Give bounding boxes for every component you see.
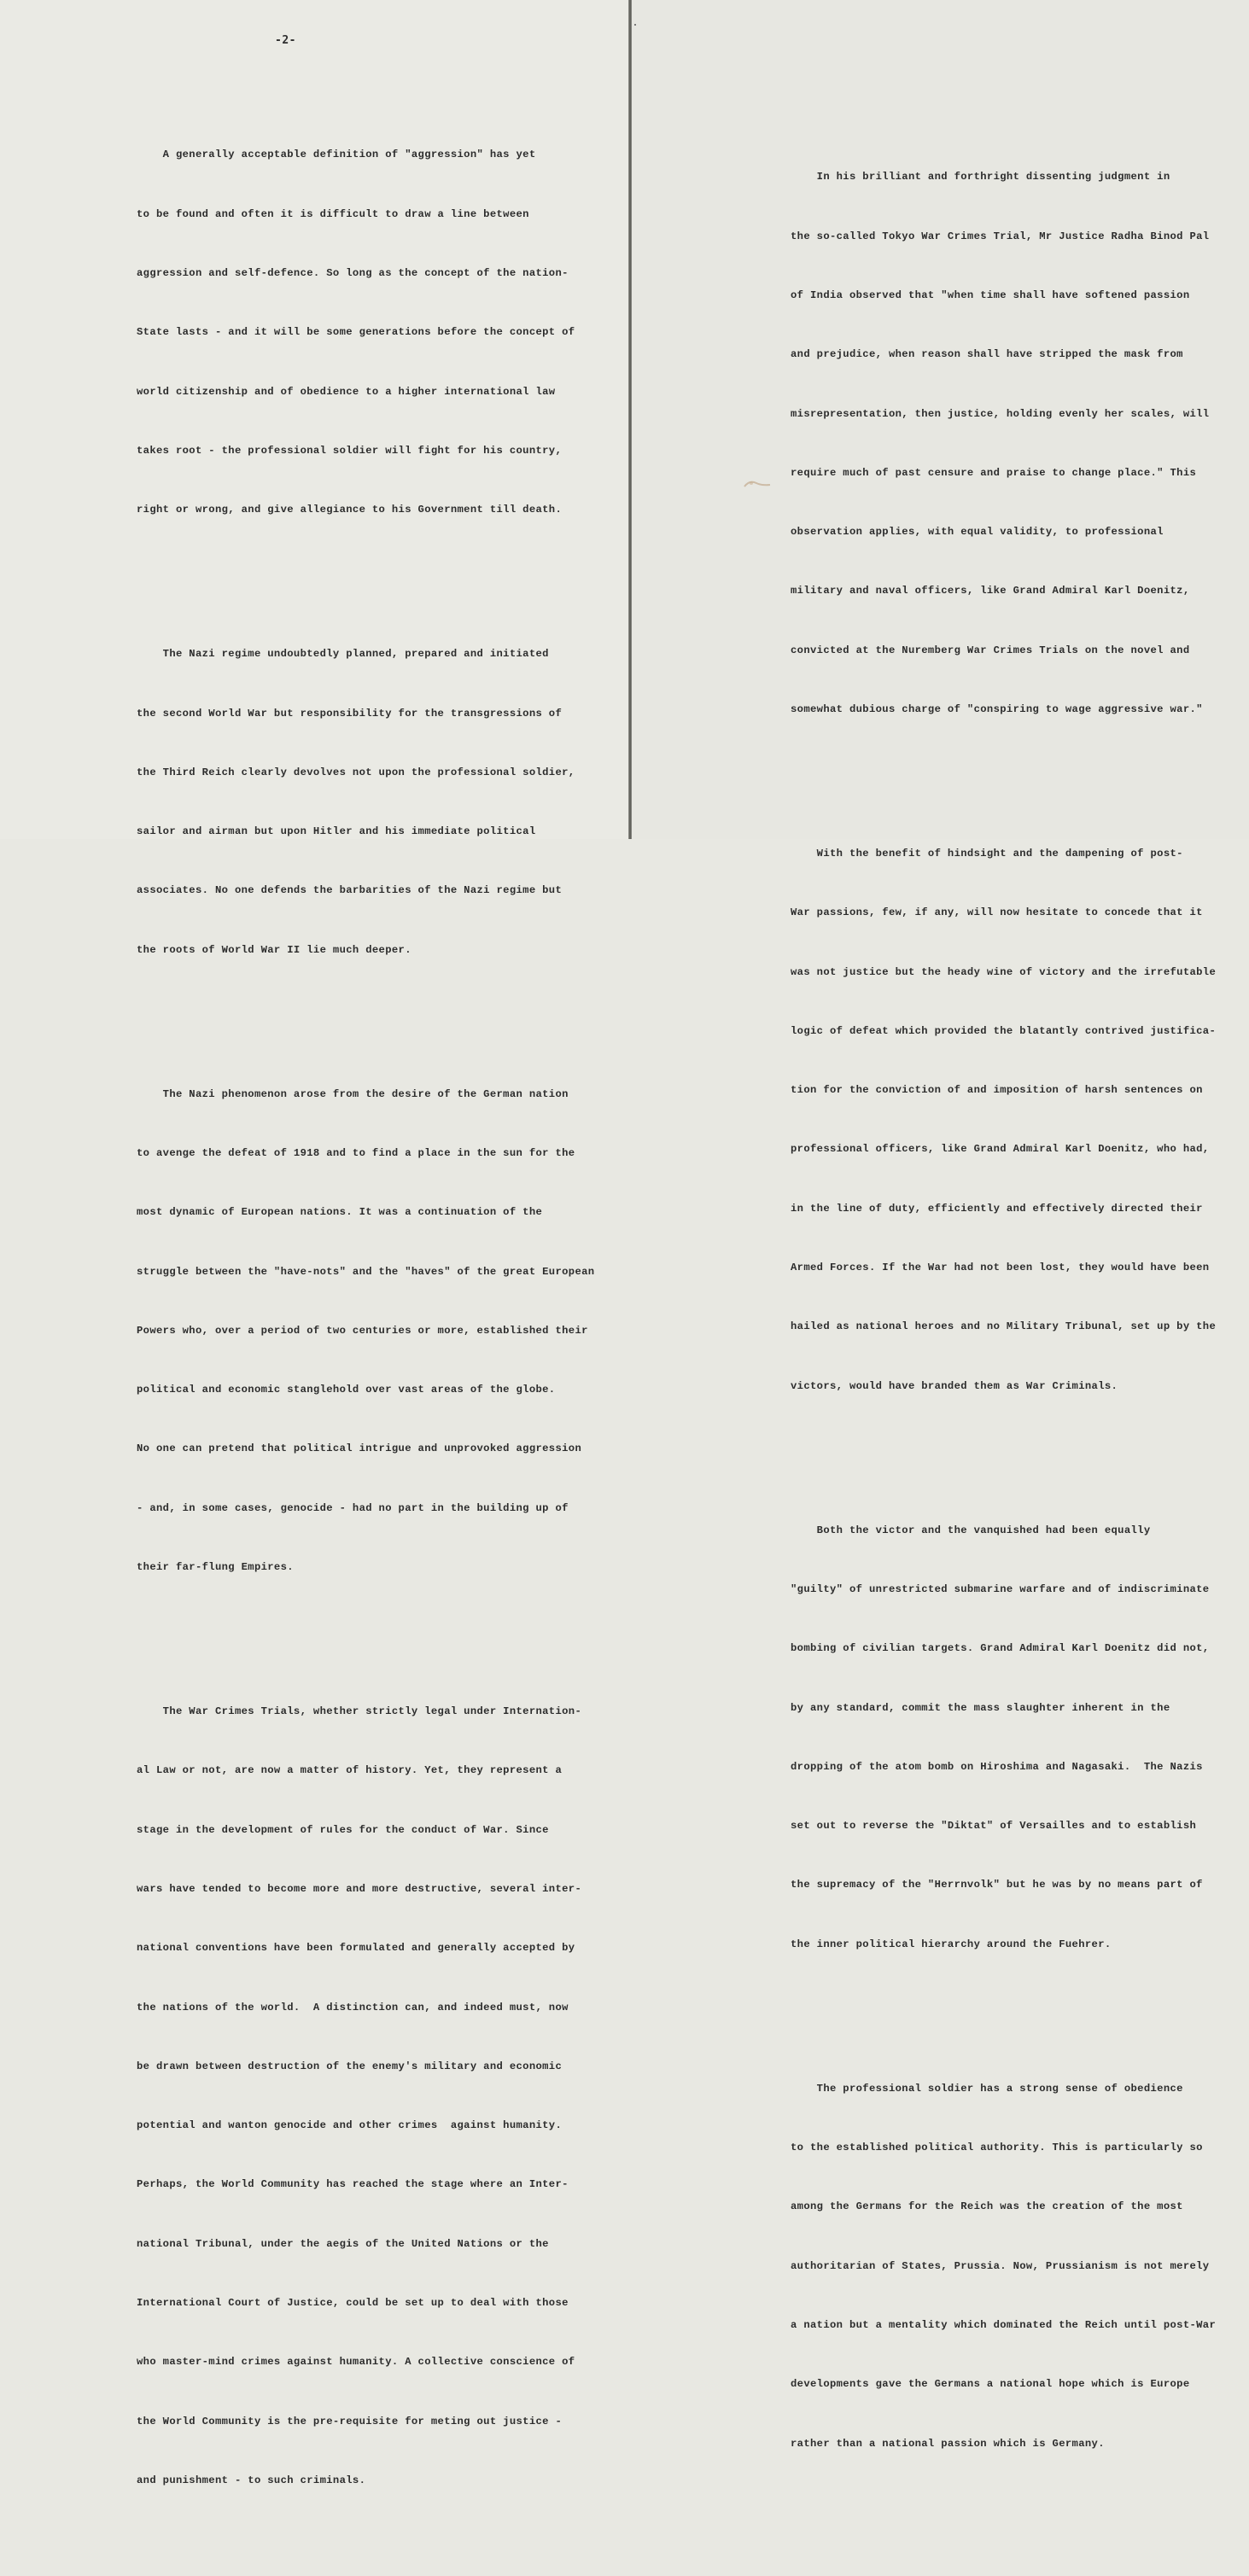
text-line: In his brilliant and forthright dissenting judgment in <box>791 171 1170 184</box>
paragraph <box>137 605 627 1000</box>
text-line: The Nazi regime undoubtedly planned, prepared and initiated <box>137 648 549 661</box>
text-line: takes root - the professional soldier will fight for his country, <box>137 444 563 457</box>
text-line: bombing of civilian targets. Grand Admiral Karl Doenitz did not, <box>791 1642 1210 1655</box>
paragraph <box>137 1046 627 1617</box>
text-line: political and economic stanglehold over vast areas of the globe. <box>137 1384 556 1396</box>
text-line: the Third Reich clearly devolves not upon the professional soldier, <box>137 766 575 778</box>
text-line: the supremacy of the "Herrnvolk" but he was by no means part of <box>791 1879 1203 1891</box>
text-line: among the Germans for the Reich was the creation of the most <box>791 2200 1183 2213</box>
text-line: their far-flung Empires. <box>137 1561 294 1574</box>
text-line: national conventions have been formulated and generally accepted by <box>137 1942 575 1955</box>
text-line: struggle between the "have-nots" and the "haves" of the great European <box>137 1265 595 1278</box>
text-line: logic of defeat which provided the blatantly contrived justifica- <box>791 1024 1217 1037</box>
text-line: military and naval officers, like Grand Admiral Karl Doenitz, <box>791 585 1190 597</box>
text-line: convicted at the Nuremberg War Crimes Trials on the novel and <box>791 644 1190 656</box>
text-line: the roots of World War II lie much deeper. <box>137 943 411 956</box>
text-line: Powers who, over a period of two centuries or more, established their <box>137 1324 588 1337</box>
text-line: set out to reverse the "Diktat" of Versailles and to establish <box>791 1820 1197 1833</box>
text-line: With the benefit of hindsight and the dampening of post- <box>791 848 1183 860</box>
text-line: hailed as national heroes and no Military Tribunal, set up by the <box>791 1320 1217 1333</box>
text-line: potential and wanton genocide and other crimes against humanity. <box>137 2119 563 2132</box>
text-line: victors, would have branded them as War Criminals. <box>791 1379 1118 1392</box>
paragraph <box>791 128 1243 759</box>
text-line: The professional soldier has a strong sense of obedience <box>791 2082 1183 2095</box>
text-line: developments gave the Germans a national hope which is Europe <box>791 2378 1190 2391</box>
text-line: who master-mind crimes against humanity. A collective conscience of <box>137 2356 575 2369</box>
paragraph <box>791 2040 1243 2493</box>
text-line: stage in the development of rules for the conduct of War. Since <box>137 1823 549 1836</box>
text-line: The Nazi phenomenon arose from the desire of the German nation <box>137 1087 569 1100</box>
text-line: and prejudice, when reason shall have stripped the mask from <box>791 348 1183 361</box>
text-line: to be found and often it is difficult to draw a line between <box>137 207 529 220</box>
text-line: require much of past censure and praise to change place." This <box>791 466 1197 479</box>
paper-stain <box>741 475 775 492</box>
text-line: national Tribunal, under the aegis of the United Nations or the <box>137 2237 549 2250</box>
text-line: the nations of the world. A distinction can, and indeed must, now <box>137 2001 569 2014</box>
text-line: dropping of the atom bomb on Hiroshima and Nagasaki. The Nazis <box>791 1760 1203 1773</box>
right-page-text <box>791 89 1243 2539</box>
text-line: associates. No one defends the barbarities of the Nazi regime but <box>137 884 563 897</box>
text-line: a nation but a mentality which dominated the Reich until post-War <box>791 2319 1217 2331</box>
text-line: right or wrong, and give allegiance to his Government till death. <box>137 504 563 516</box>
text-line: State lasts - and it will be some generations before the concept of <box>137 326 575 339</box>
text-line: sailor and airman but upon Hitler and his immediate political <box>137 825 536 838</box>
page-number: -2- <box>275 34 296 47</box>
text-line: A generally acceptable definition of "aggression" has yet <box>137 149 536 161</box>
text-line: misrepresentation, then justice, holding evenly her scales, will <box>791 407 1210 420</box>
text-line: the World Community is the pre-requisite for meting out justice - <box>137 2415 563 2427</box>
text-line: The War Crimes Trials, whether strictly legal under Internation- <box>137 1705 582 1718</box>
text-line: "guilty" of unrestricted submarine warfare and of indiscriminate <box>791 1583 1210 1596</box>
text-line: No one can pretend that political intrigue and unprovoked aggression <box>137 1442 582 1455</box>
text-line: War passions, few, if any, will now hesitate to concede that it <box>791 906 1203 919</box>
text-line: observation applies, with equal validity, to professional <box>791 526 1164 539</box>
text-line: wars have tended to become more and more destructive, several inter- <box>137 1883 582 1896</box>
text-line: the inner political hierarchy around the Fuehrer. <box>791 1938 1112 1950</box>
text-line: to avenge the defeat of 1918 and to find a place in the sun for the <box>137 1147 575 1160</box>
text-line: to the established political authority. This is particularly so <box>791 2142 1203 2154</box>
text-line: tion for the conviction of and imposition of harsh sentences on <box>791 1084 1203 1097</box>
text-line: and punishment - to such criminals. <box>137 2474 366 2486</box>
paragraph <box>137 1663 627 2530</box>
text-line: by any standard, commit the mass slaughter inherent in the <box>791 1701 1170 1714</box>
text-line: somewhat dubious charge of "conspiring to wage aggressive war." <box>791 702 1203 715</box>
text-line: International Court of Justice, could be set up to deal with those <box>137 2297 569 2309</box>
left-page <box>0 0 628 2486</box>
paragraph <box>791 805 1243 1436</box>
text-line: authoritarian of States, Prussia. Now, Prussianism is not merely <box>791 2259 1210 2272</box>
text-line: al Law or not, are now a matter of history. Yet, they represent a <box>137 1764 563 1777</box>
text-line: be drawn between destruction of the enemy's military and economic <box>137 2060 563 2072</box>
text-line: professional officers, like Grand Admiral Karl Doenitz, who had, <box>791 1143 1210 1156</box>
text-line: Perhaps, the World Community has reached the stage where an Inter- <box>137 2178 569 2191</box>
paragraph <box>137 106 627 559</box>
text-line: the so-called Tokyo War Crimes Trial, Mr Justice Radha Binod Pal <box>791 230 1210 242</box>
text-line: Both the victor and the vanquished had been equally <box>791 1524 1151 1536</box>
paragraph <box>791 1482 1243 1994</box>
text-line: aggression and self-defence. So long as the concept of the nation- <box>137 266 569 279</box>
text-line: - and, in some cases, genocide - had no part in the building up of <box>137 1501 569 1514</box>
paper-speck <box>634 24 636 26</box>
text-line: Armed Forces. If the War had not been lost, they would have been <box>791 1262 1210 1274</box>
left-page-text <box>137 67 627 2576</box>
text-line: in the line of duty, efficiently and effectively directed their <box>791 1202 1203 1215</box>
text-line: rather than a national passion which is Germany. <box>791 2437 1105 2450</box>
text-line: world citizenship and of obedience to a higher international law <box>137 385 556 398</box>
text-line: of India observed that "when time shall have softened passion <box>791 288 1190 301</box>
right-page <box>632 0 1249 2450</box>
text-line: most dynamic of European nations. It was a continuation of the <box>137 1206 543 1219</box>
text-line: was not justice but the heady wine of victory and the irrefutable <box>791 965 1217 978</box>
text-line: the second World War but responsibility for the transgressions of <box>137 707 563 720</box>
